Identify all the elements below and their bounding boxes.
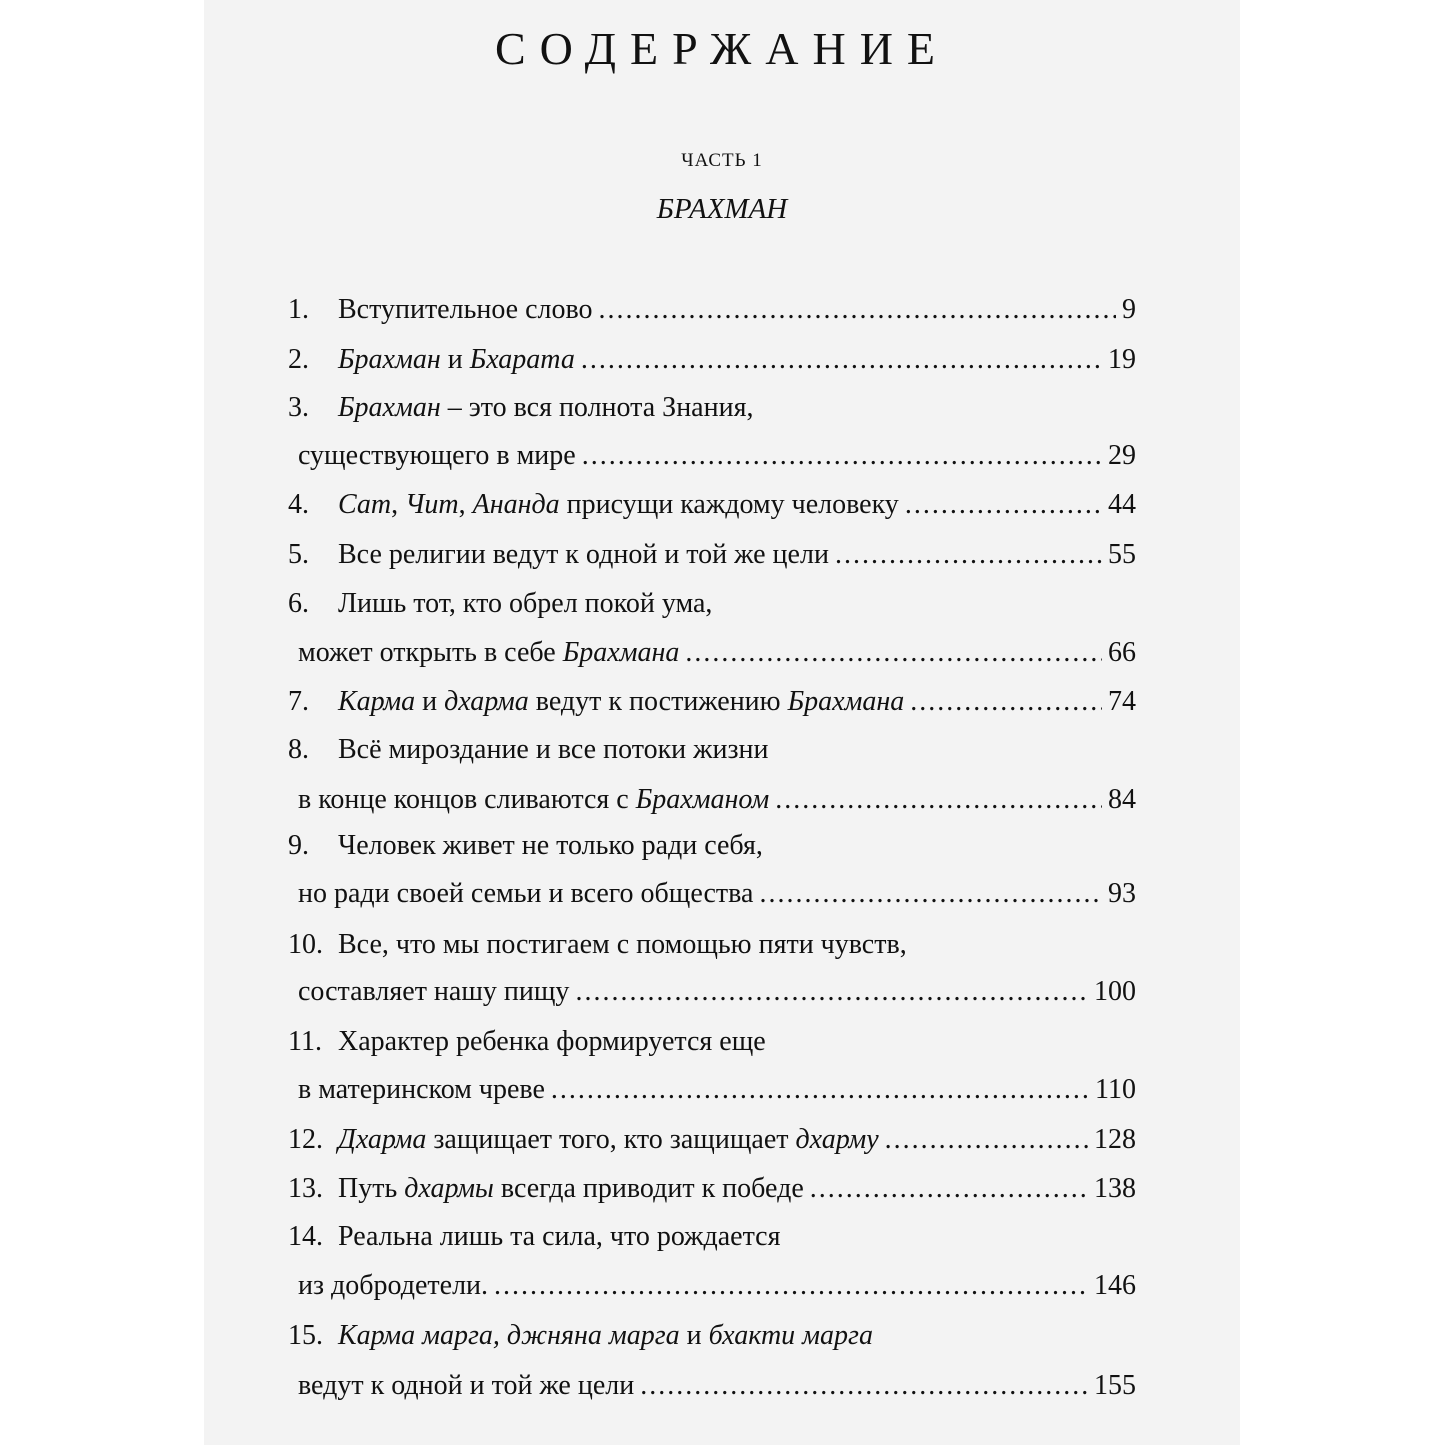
page-number: 55 [1108, 539, 1136, 570]
entry-title: Всё мироздание и все потоки жизни [338, 734, 769, 765]
toc-entry-8-cont: в конце концов сливаются с Брахманом ..... 84 [298, 780, 1136, 820]
toc-entry-10: 10. Все, что мы постигаем с помощью пяти чувств, [288, 925, 1136, 965]
entry-title: Человек живет не только ради себя, [338, 830, 763, 861]
toc-entry-9-cont: но ради своей семьи и всего общества ..... 93 [298, 874, 1136, 914]
leader-dots [581, 340, 1102, 380]
page-number: 29 [1108, 440, 1136, 471]
leader-dots [575, 972, 1088, 1012]
part-label: ЧАСТЬ 1 [681, 150, 763, 171]
toc-entry-3-cont: существующего в мире ..... 29 [298, 436, 1136, 476]
toc-entry-15-cont: ведут к одной и той же цели ..... 155 [298, 1366, 1136, 1406]
entry-title: Сат, Чит, Ананда присущи каждому человеку [338, 489, 899, 520]
page-number: 44 [1108, 489, 1136, 520]
leader-dots [582, 436, 1102, 476]
entry-title: Брахман и Бхарата [338, 344, 575, 375]
toc-entry-3: 3. Брахман – это вся полнота Знания, [288, 388, 1136, 428]
toc-entry-11: 11. Характер ребенка формируется еще [288, 1022, 1136, 1062]
toc-entry-13: 13. Путь дхармы всегда приводит к победе ..... 138 [288, 1169, 1136, 1209]
page-number: 9 [1122, 294, 1136, 325]
page-number: 66 [1108, 637, 1136, 668]
leader-dots [775, 780, 1102, 820]
leader-dots [885, 1120, 1088, 1160]
toc-entry-8: 8. Всё мироздание и все потоки жизни [288, 730, 1136, 770]
toc-entry-6-cont: может открыть в себе Брахмана ..... 66 [298, 633, 1136, 673]
leader-dots [810, 1169, 1088, 1209]
entry-title: Карма марга, джняна марга и бхакти марга [338, 1320, 873, 1351]
leader-dots [551, 1070, 1089, 1110]
entry-title: Вступительное слово [338, 294, 593, 325]
leader-dots [599, 290, 1116, 330]
leader-dots [494, 1266, 1088, 1306]
entry-title: Характер ребенка формируется еще [338, 1026, 766, 1057]
page-number: 93 [1108, 878, 1136, 909]
leader-dots [905, 485, 1102, 525]
page-number: 74 [1108, 686, 1136, 717]
toc-entry-9: 9. Человек живет не только ради себя, [288, 826, 1136, 866]
entry-title: Все религии ведут к одной и той же цели [338, 539, 829, 570]
leader-dots [640, 1366, 1088, 1406]
toc-entry-7: 7. Карма и дхарма ведут к постижению Брахмана ..... 74 [288, 682, 1136, 722]
entry-title: Все, что мы постигаем с помощью пяти чувств, [338, 929, 907, 960]
toc-entry-10-cont: составляет нашу пищу ..... 100 [298, 972, 1136, 1012]
entry-title: Карма и дхарма ведут к постижению Брахмана [338, 686, 905, 717]
entry-title: Реальна лишь та сила, что рождается [338, 1221, 781, 1252]
book-page [204, 0, 1240, 1445]
page-number: 110 [1095, 1074, 1136, 1105]
entry-title: Брахман – это вся полнота Знания, [338, 392, 754, 423]
toc-entry-11-cont: в материнском чреве ..... 110 [298, 1070, 1136, 1110]
page-number: 155 [1094, 1370, 1136, 1401]
toc-entry-15: 15. Карма марга, джняна марга и бхакти марга [288, 1316, 1136, 1356]
page-number: 100 [1094, 976, 1136, 1007]
entry-title: Лишь тот, кто обрел покой ума, [338, 588, 713, 619]
toc-entry-1: 1. Вступительное слово ..... 9 [288, 290, 1136, 330]
toc-entry-12: 12. Дхарма защищает того, кто защищает дхарму ..... 128 [288, 1120, 1136, 1160]
entry-title: Путь дхармы всегда приводит к победе [338, 1173, 804, 1204]
page-number: 128 [1094, 1124, 1136, 1155]
toc-entry-2: 2. Брахман и Бхарата ..... 19 [288, 340, 1136, 380]
toc-entry-6: 6. Лишь тот, кто обрел покой ума, [288, 584, 1136, 624]
toc-entry-14: 14. Реальна лишь та сила, что рождается [288, 1217, 1136, 1257]
page-number: 19 [1108, 344, 1136, 375]
toc-entry-5: 5. Все религии ведут к одной и той же цели ..... 55 [288, 535, 1136, 575]
leader-dots [685, 633, 1102, 673]
leader-dots [910, 682, 1102, 722]
page-number: 84 [1108, 784, 1136, 815]
page-number: 146 [1094, 1270, 1136, 1301]
leader-dots [759, 874, 1102, 914]
part-name: БРАХМАН [656, 193, 788, 225]
toc-entry-4: 4. Сат, Чит, Ананда присущи каждому человеку ..... 44 [288, 485, 1136, 525]
toc-entry-14-cont: из добродетели. ..... 146 [298, 1266, 1136, 1306]
page-title: СОДЕРЖАНИЕ [494, 23, 950, 74]
leader-dots [835, 535, 1102, 575]
page-number: 138 [1094, 1173, 1136, 1204]
entry-title: Дхарма защищает того, кто защищает дхарму [338, 1124, 879, 1155]
